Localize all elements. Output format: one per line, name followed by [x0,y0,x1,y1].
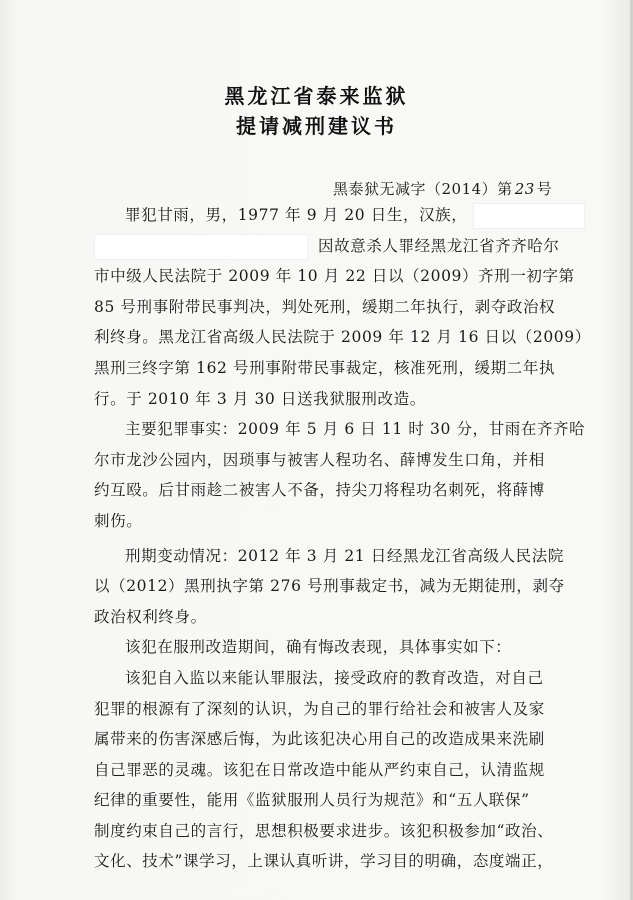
text-segment: 罪犯甘雨，男，1977 年 9 月 20 日生，汉族， [125,206,468,224]
body-line: 以（2012）黑刑执字第 276 号刑事裁定书，减为无期徒刑，剥夺 [94,577,565,596]
body-line: 黑刑三终字第 162 号刑事附带民事裁定，核准死刑，缓期二年执 [94,358,556,377]
redaction-box [473,203,585,229]
title-institution: 黑龙江省泰来监狱 [224,84,409,108]
body-line: 主要犯罪事实：2009 年 5 月 6 日 11 时 30 分，甘雨在齐齐哈 [125,420,586,439]
body-line: 尔市龙沙公园内，因琐事与被害人程功名、薛博发生口角，并相 [94,450,545,469]
text-segment: 因故意杀人罪经黑龙江省齐齐哈尔 [318,236,560,255]
body-line: 该犯自入监以来能认罪服法，接受政府的教育改造，对自己 [125,668,544,687]
body-line: 属带来的伤害深感后悔，为此该犯决心用自己的改造成果来洗刷 [94,730,545,749]
redaction-box [94,234,308,260]
body-line: 纪律的重要性，能用《监狱服刑人员行为规范》和“五人联保” [94,791,530,810]
body-line: 85 号刑事附带民事判决，判处死刑，缓期二年执行，剥夺政治权 [94,297,556,316]
body-line: 文化、技术”课学习，上课认真听讲，学习目的明确，态度端正， [94,852,554,871]
body-line [94,200,574,231]
body-line: 犯罪的根源有了深刻的认识，为自己的罪行给社会和被害人及家 [94,699,545,718]
body-line [94,231,574,262]
body-line: 利终身。黑龙江省高级人民法院于 2009 年 12 月 16 日以（2009） [94,328,591,347]
title-document-type: 提请减刑建议书 [236,114,397,138]
document-number [333,178,552,199]
body-line: 约互殴。后甘雨趁二被害人不备，持尖刀将程功名刺死，将薛博 [94,481,545,500]
document-body [94,200,591,877]
body-line: 刑期变动情况：2012 年 3 月 21 日经黑龙江省高级人民法院 [125,546,564,565]
body-line: 政治权利终身。 [94,607,207,626]
document-number-value: 23 [514,180,535,198]
body-line: 该犯在服刑改造期间，确有悔改表现，具体事实如下： [125,638,512,657]
body-line: 自己罪恶的灵魂。该犯在日常改造中能从严约束自己，认清监规 [94,760,545,779]
body-line: 制度约束自己的言行，思想积极要求进步。该犯积极参加“政治、 [94,821,554,840]
body-line: 刺伤。 [94,511,143,530]
body-line: 市中级人民法院于 2009 年 10 月 22 日以（2009）齐刑一初字第 [94,267,575,286]
body-line: 行。于 2010 年 3 月 30 日送我狱服刑改造。 [94,389,426,408]
document-number-suffix: 号 [536,180,553,198]
document-number-prefix: 黑泰狱无减字（2014）第 [333,180,513,198]
